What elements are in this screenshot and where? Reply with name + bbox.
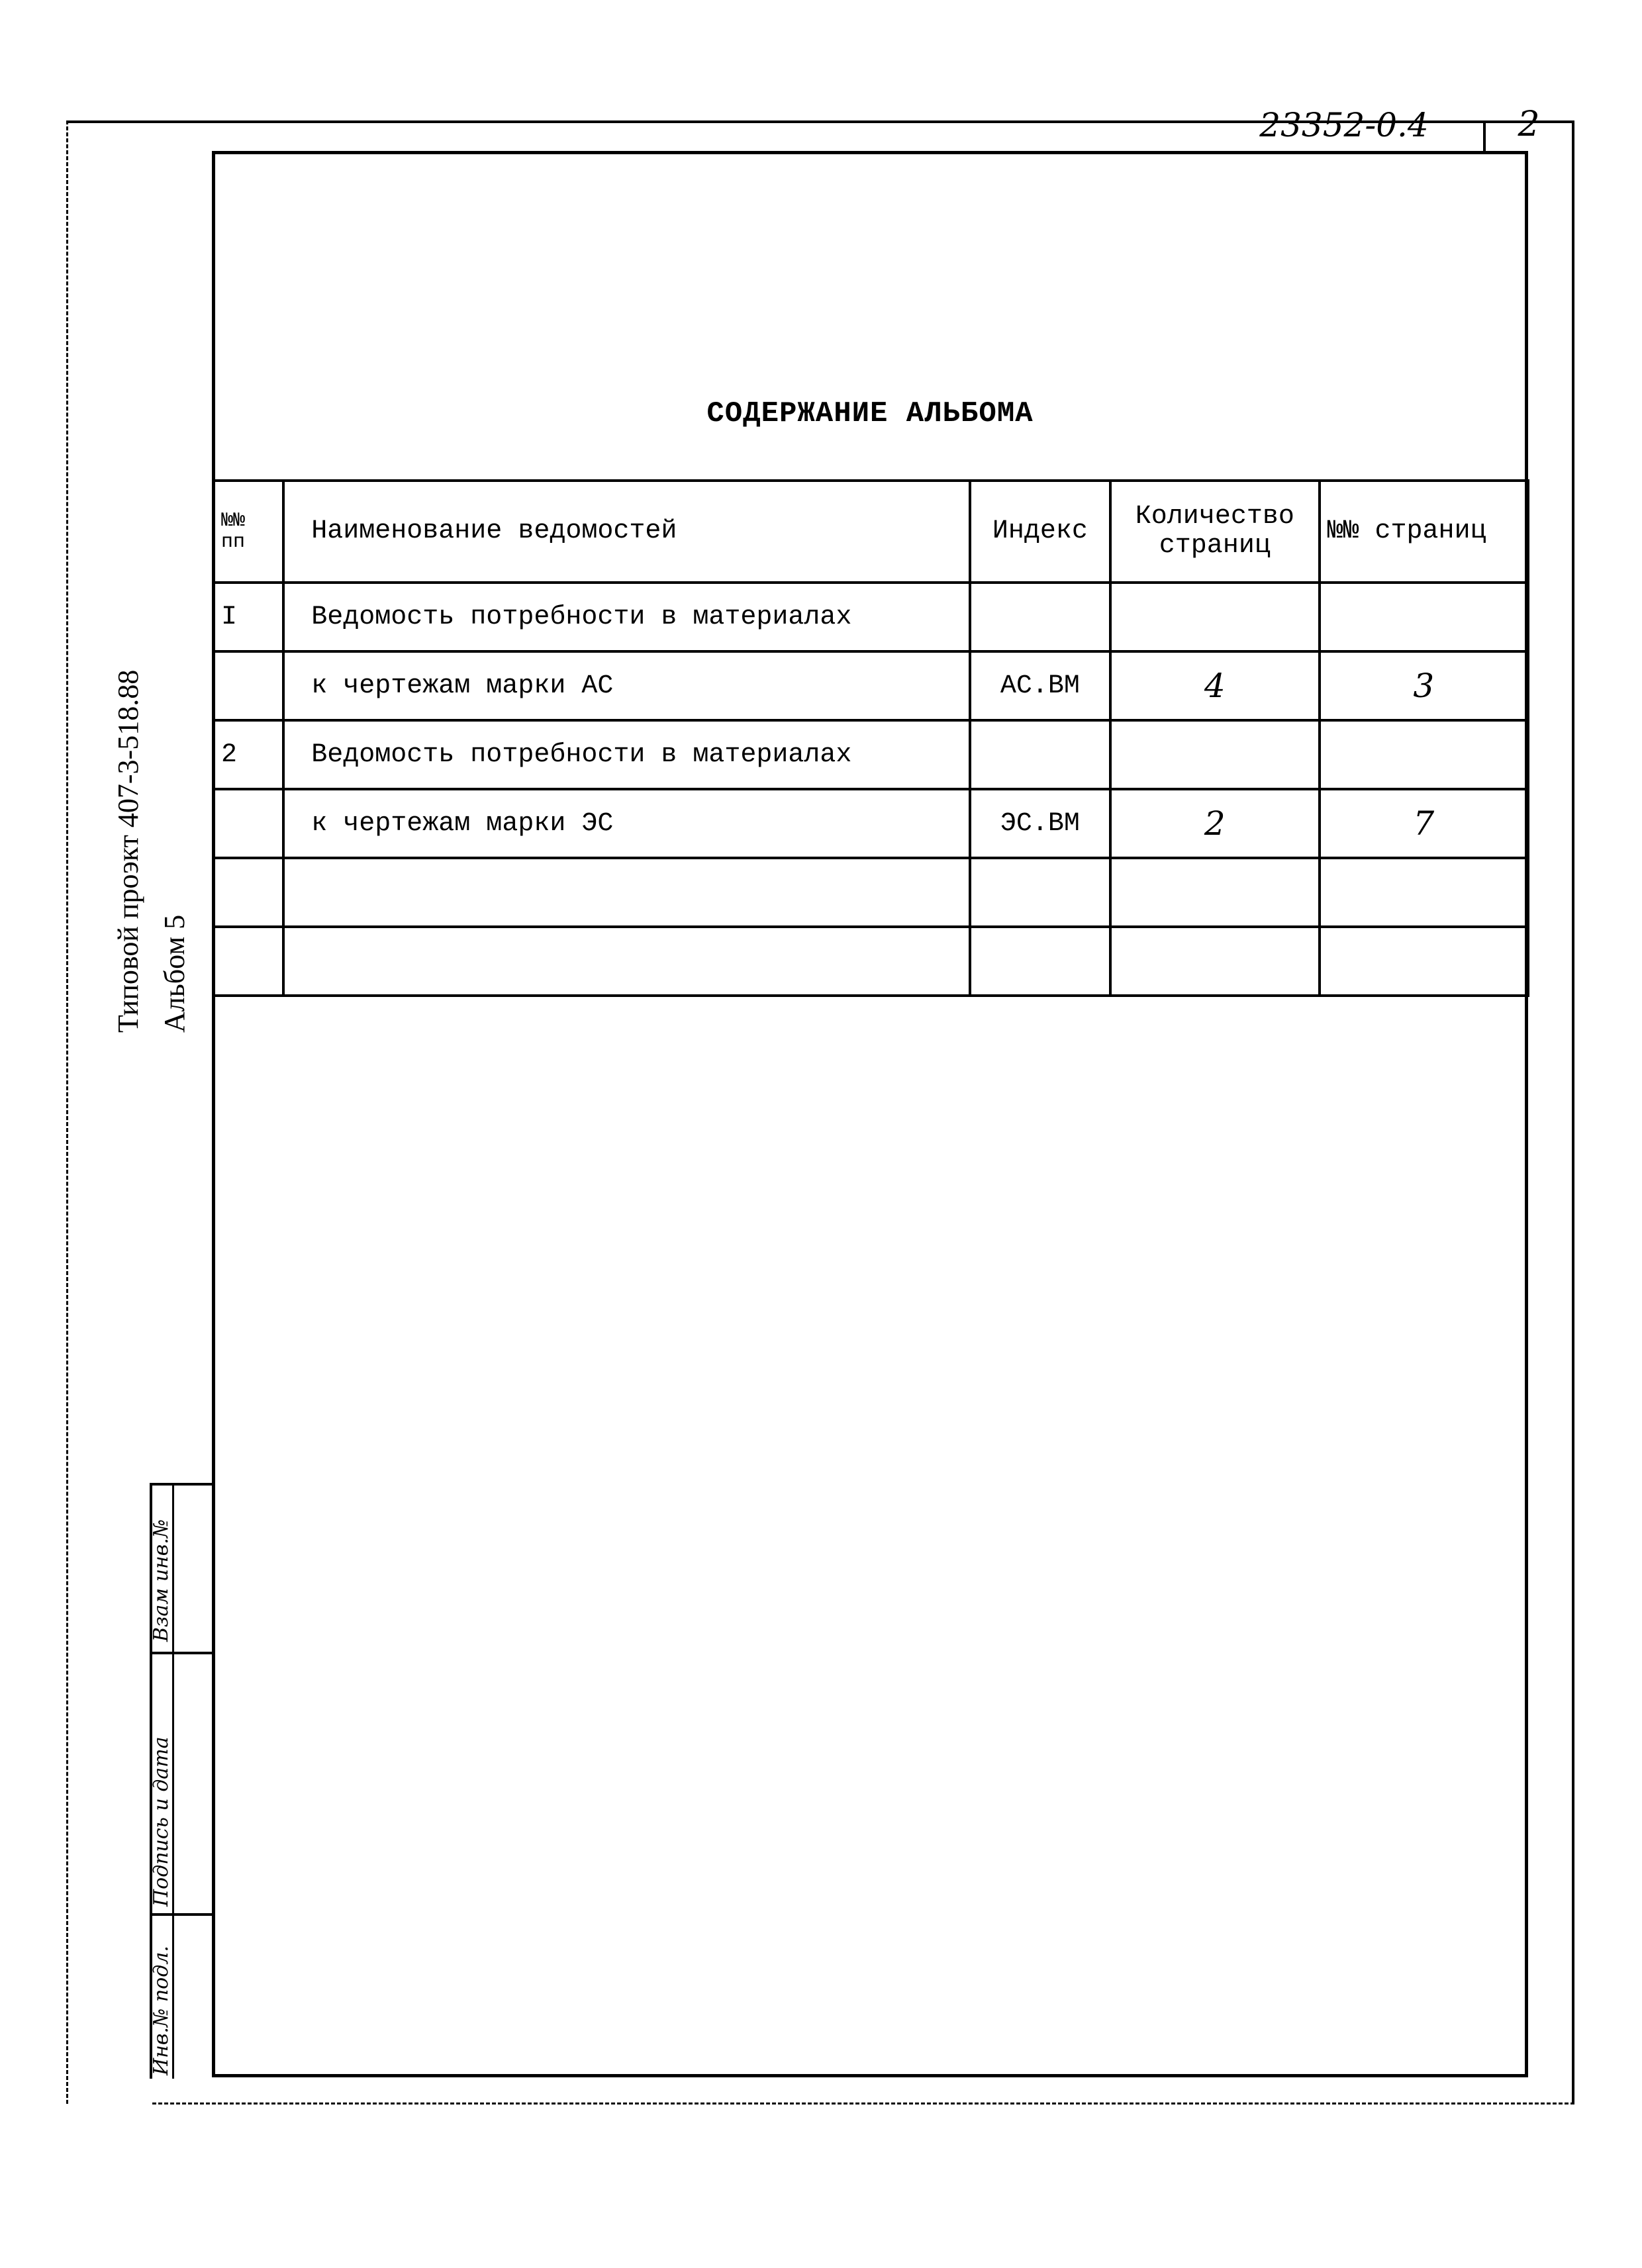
column-header-pages-count: Количество страниц xyxy=(1110,481,1319,583)
cell-index xyxy=(970,927,1111,996)
cell-no xyxy=(213,651,283,720)
table-row xyxy=(213,651,1528,720)
outer-frame-right xyxy=(1572,120,1574,2104)
stamp-inv-orig-label: Инв.№ подл. xyxy=(150,1946,173,2075)
table-header-row xyxy=(213,481,1528,583)
cell-page-numbers xyxy=(1320,927,1528,996)
cell-name: Ведомость потребности в материалах xyxy=(283,720,969,789)
cell-name: к чертежам марки АС xyxy=(283,651,969,720)
column-header-page-numbers: №№ страниц xyxy=(1320,481,1528,583)
cell-pages-count xyxy=(1110,927,1319,996)
cell-index xyxy=(970,720,1111,789)
cell-index: ЭС.ВМ xyxy=(970,789,1111,858)
outer-frame-bottom xyxy=(152,2103,1574,2104)
stamp-line-top xyxy=(150,1483,213,1486)
stamp-signature-date-label: Подпись и дата xyxy=(150,1736,173,1907)
cell-index xyxy=(970,858,1111,927)
cell-page-numbers: 7 xyxy=(1320,789,1528,858)
cell-no xyxy=(213,927,283,996)
cell-page-numbers xyxy=(1320,583,1528,651)
drawing-frame xyxy=(212,151,1528,2077)
cell-no xyxy=(213,789,283,858)
page-title: СОДЕРЖАНИЕ АЛЬБОМА xyxy=(706,397,1034,430)
table-row xyxy=(213,858,1528,927)
album-number: Альбом 5 xyxy=(158,914,191,1033)
cell-page-numbers xyxy=(1320,720,1528,789)
cell-pages-count xyxy=(1110,583,1319,651)
column-header-index: Индекс xyxy=(970,481,1111,583)
cell-page-numbers: 3 xyxy=(1320,651,1528,720)
cell-name: Ведомость потребности в материалах xyxy=(283,583,969,651)
cell-pages-count: 2 xyxy=(1110,789,1319,858)
project-designation: Типовой проэкт 407-3-518.88 xyxy=(112,669,144,1033)
stamp-line-2 xyxy=(150,1913,213,1916)
cell-pages-count: 4 xyxy=(1110,651,1319,720)
table-row xyxy=(213,583,1528,651)
column-header-no: №№ пп xyxy=(213,481,283,583)
cell-pages-count xyxy=(1110,858,1319,927)
cell-index xyxy=(970,583,1111,651)
sheet-number: 2 xyxy=(1518,105,1540,144)
outer-frame-left xyxy=(66,120,68,2104)
cell-no: I xyxy=(213,583,283,651)
table-row xyxy=(213,927,1528,996)
stamp-line-1 xyxy=(150,1652,213,1654)
table-row xyxy=(213,720,1528,789)
table-row xyxy=(213,789,1528,858)
cell-page-numbers xyxy=(1320,858,1528,927)
cell-no xyxy=(213,858,283,927)
column-header-name: Наименование ведомостей xyxy=(283,481,969,583)
cell-no: 2 xyxy=(213,720,283,789)
cell-index: АС.ВМ xyxy=(970,651,1111,720)
stamp-replace-inv-label: Взам инв.№ xyxy=(150,1519,173,1642)
document-code: 23352-0.4 xyxy=(1259,106,1429,144)
cell-pages-count xyxy=(1110,720,1319,789)
cell-name xyxy=(283,927,969,996)
cell-name: к чертежам марки ЭС xyxy=(283,789,969,858)
cell-name xyxy=(283,858,969,927)
contents-table xyxy=(212,479,1529,997)
